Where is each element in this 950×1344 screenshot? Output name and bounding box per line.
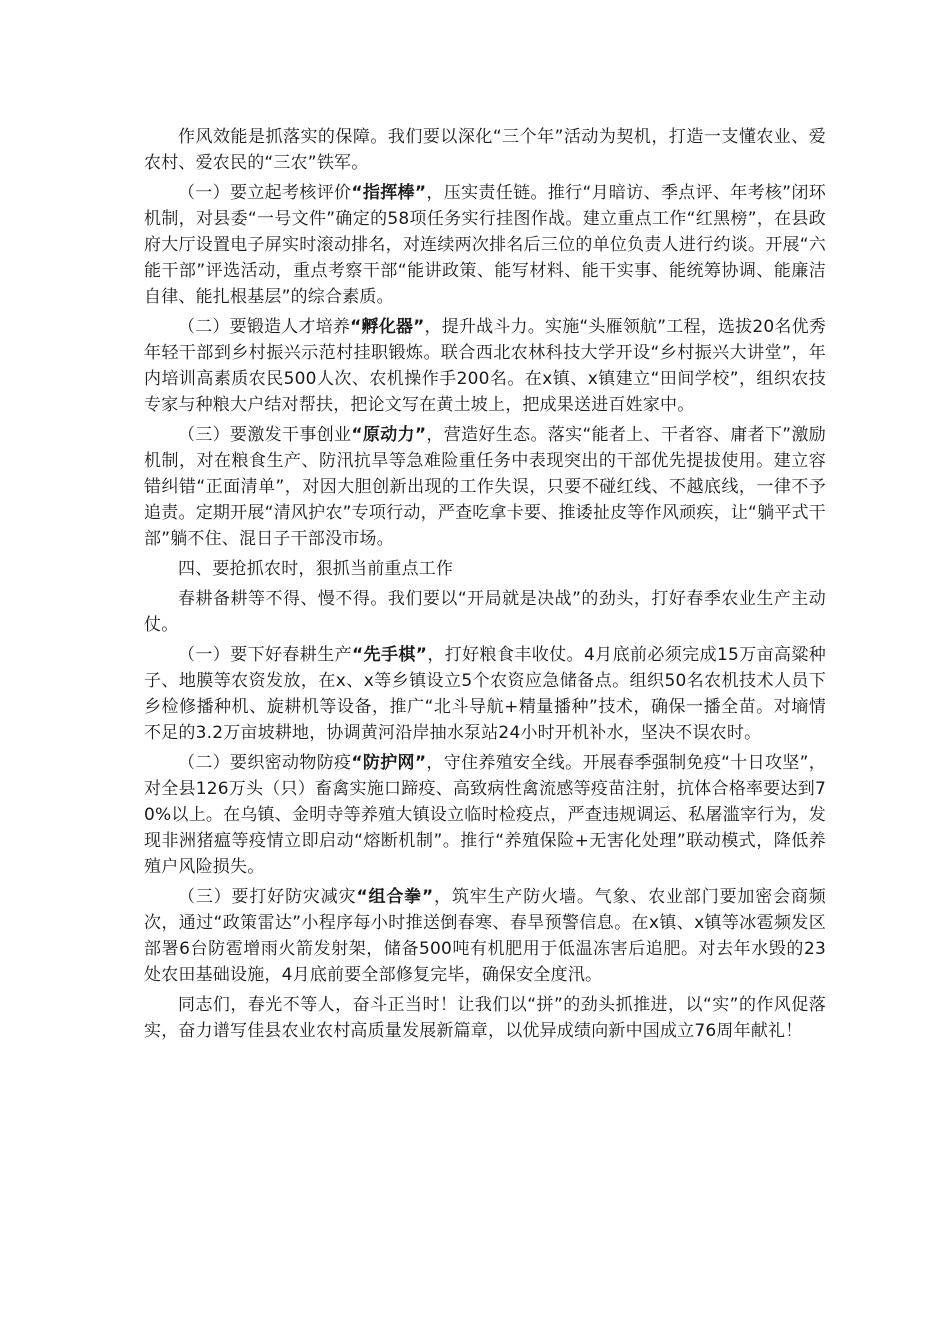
- heading-text: 四、要抢抓农时，狠抓当前重点工作: [178, 559, 454, 579]
- paragraph-text: ，筑牢生产防火墙。气象、农业部门要加密会商频次，通过“政策雷达”小程序每小时推送倒春寒、春旱预警信息。在x镇、x镇等冰雹频发区部署6台防雹增雨火箭发射架，储备500吨有机肥用于低温冻害后追肥。对去年水毁的23处农田基础设施，4月底前要全部修复完毕，确保安全度汛。: [144, 887, 827, 985]
- paragraph-epidemic-prevention: [144, 750, 826, 880]
- paragraph-lead: （一）要立起考核评价: [178, 183, 352, 203]
- paragraph-text: ，压实责任链。推行“月暗访、季点评、年考核”闭环机制，对县委“一号文件”确定的58项任务实行挂图作战。建立重点工作“红黑榜”，在县政府大厅设置电子屏实时滚动排名，对连续两次排名后三位的单位负责人进行约谈。开展“六能干部”评选活动，重点考察干部“能讲政策、能写材料、能干实事、能统筹协调、能廉洁自律、能扎根基层”的综合素质。: [144, 183, 826, 307]
- section-heading-four: [144, 556, 826, 582]
- paragraph-text: ，打好粮食丰收仗。4月底前必须完成15万亩高粱种子、地膜等农资发放，在x、x等乡镇设立5个农资应急储备点。组织50名农机技术人员下乡检修播种机、旋耕机等设备，推广“北斗导航+精量播种”技术，确保一播全苗。对墒情不足的3.2万亩坡耕地，协调黄河沿岸抽水泵站24小时开机补水，坚决不误农时。: [144, 645, 826, 743]
- paragraph-assessment: [144, 180, 826, 310]
- paragraph-keyword: “指挥棒”: [351, 183, 427, 203]
- paragraph-text: 作风效能是抓落实的保障。我们要以深化“三个年”活动为契机，打造一支懂农业、爱农村、爱农民的“三农”铁军。: [144, 127, 826, 173]
- paragraph-lead: （二）要织密动物防疫: [178, 753, 352, 773]
- paragraph-spring-plowing: [144, 586, 826, 638]
- paragraph-keyword: “防护网”: [351, 753, 427, 773]
- paragraph-talent: [144, 314, 826, 418]
- paragraph-lead: （一）要下好春耕生产: [178, 645, 352, 665]
- paragraph-text: 春耕备耕等不得、慢不得。我们要以“开局就是决战”的劲头，打好春季农业生产主动仗。: [144, 589, 826, 635]
- paragraph-keyword: “组合拳”: [356, 887, 434, 907]
- paragraph-text: ，营造好生态。落实“能者上、干者容、庸者下”激励机制，对在粮食生产、防汛抗旱等急难险重任务中表现突出的干部优先提拔使用。建立容错纠错“正面清单”，对因大胆创新出现的工作失误，只要不碰红线、不越底线，一律不予追责。定期开展“清风护农”专项行动，严查吃拿卡要、推诿扯皮等作风顽疾，让“躺平式干部”躺不住、混日子干部没市场。: [144, 425, 826, 549]
- paragraph-lead: （三）要打好防灾减灾: [178, 887, 357, 907]
- paragraph-keyword: “孵化器”: [350, 317, 425, 337]
- paragraph-keyword: “先手棋”: [352, 645, 428, 665]
- paragraph-lead: （三）要激发干事创业: [178, 425, 352, 445]
- paragraph-keyword: “原动力”: [351, 425, 427, 445]
- paragraph-closing: [144, 992, 826, 1044]
- paragraph-work-style: [144, 124, 826, 176]
- document-body: [144, 124, 826, 1048]
- paragraph-text: ，守住养殖安全线。开展春季强制免疫“十日攻坚”，对全县126万头（只）畜禽实施口蹄疫、高致病性禽流感等疫苗注射，抗体合格率要达到70%以上。在乌镇、金明寺等养殖大镇设立临时检疫点，严查违规调运、私屠滥宰行为，发现非洲猪瘟等疫情立即启动“熔断机制”。推行“养殖保险+无害化处理”联动模式，降低养殖户风险损失。: [144, 753, 826, 877]
- paragraph-motivation: [144, 422, 826, 552]
- paragraph-text: 同志们，春光不等人，奋斗正当时！让我们以“拼”的劲头抓推进，以“实”的作风促落实，奋力谱写佳县农业农村高质量发展新篇章，以优异成绩向新中国成立76周年献礼！: [144, 995, 826, 1041]
- paragraph-lead: （二）要锻造人才培养: [178, 317, 351, 337]
- paragraph-disaster-reduction: [144, 884, 826, 988]
- paragraph-spring-production: [144, 642, 826, 746]
- paragraph-text: ，提升战斗力。实施“头雁领航”工程，选拔20名优秀年轻干部到乡村振兴示范村挂职锻炼。联合西北农林科技大学开设“乡村振兴大讲堂”，年内培训高素质农民500人次、农机操作手200名。在x镇、x镇建立“田间学校”，组织农技专家与种粮大户结对帮扶，把论文写在黄土坡上，把成果送进百姓家中。: [144, 317, 826, 415]
